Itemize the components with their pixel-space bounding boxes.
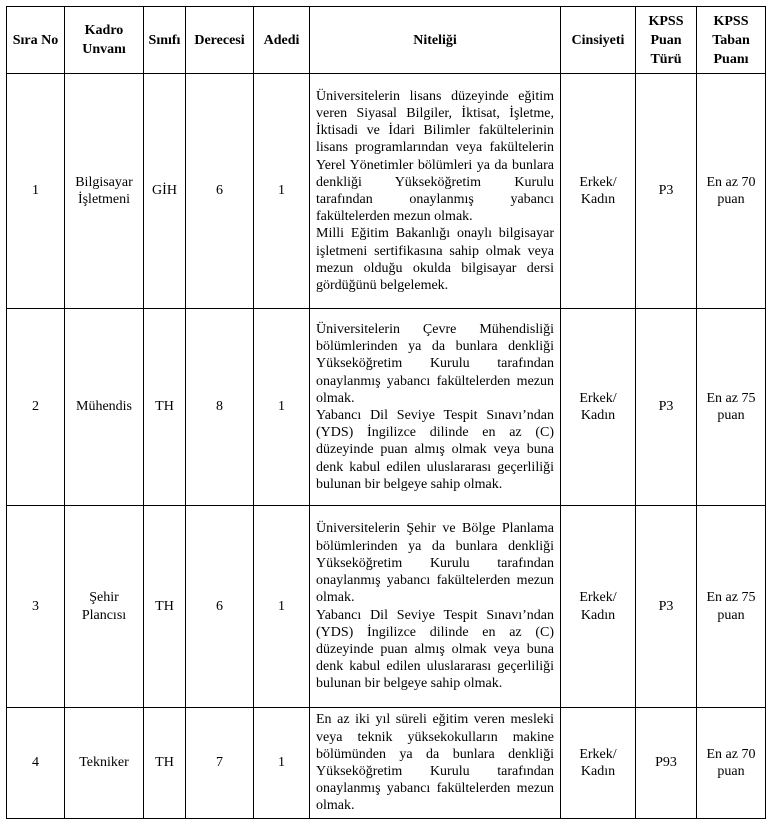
header-sinifi: Sınıfı: [144, 7, 186, 74]
cell-derecesi: 8: [186, 309, 254, 506]
header-adedi: Adedi: [254, 7, 310, 74]
cell-kadro-unvani: Mühendis: [65, 309, 144, 506]
cell-sira-no: 2: [7, 309, 65, 506]
header-derecesi: Derecesi: [186, 7, 254, 74]
cell-sinifi: GİH: [144, 74, 186, 309]
niteligi-paragraph: Milli Eğitim Bakanlığı onaylı bilgisayar işletmeni sertifikasına sahip olmak veya mezun olduğu okulda bilgisayar dersi gördüğünü belgelemek.: [316, 226, 554, 294]
cell-adedi: 1: [254, 309, 310, 506]
cell-cinsiyeti: Erkek/ Kadın: [561, 506, 636, 708]
cell-sira-no: 3: [7, 506, 65, 708]
cell-sinifi: TH: [144, 708, 186, 819]
cell-cinsiyeti: Erkek/ Kadın: [561, 74, 636, 309]
cell-derecesi: 7: [186, 708, 254, 819]
cell-kadro-unvani: Tekniker: [65, 708, 144, 819]
cell-cinsiyeti: Erkek/ Kadın: [561, 708, 636, 819]
header-niteligi: Niteliği: [310, 7, 561, 74]
cell-derecesi: 6: [186, 74, 254, 309]
niteligi-paragraph: Üniversitelerin lisans düzeyinde eğitim veren Siyasal Bilgiler, İktisat, İşletme, İktisadi ve İdari Bilimler fakültelerinin lisans programlarından veya fakültelerin Yerel Yönetimler bölümleri ya da bunlara denkliği Yükseköğretim Kurulu tarafından onaylanmış yabancı fakültelerden mezun olmak.: [316, 88, 554, 225]
cell-sinifi: TH: [144, 506, 186, 708]
niteligi-paragraph: Yabancı Dil Seviye Tespit Sınavı’ndan (YDS) İngilizce dilinde en az (C) düzeyinde puan almış olmak veya buna denk kabul edilen uluslararası geçerliliği bulunan bir belgeye sahip olmak.: [316, 607, 554, 692]
niteligi-paragraph: Üniversitelerin Şehir ve Bölge Planlama bölümlerinden ya da bunlara denkliği Yükseköğretim Kurulu tarafından onaylanmış yabancı fakültelerden mezun olmak.: [316, 521, 554, 606]
header-sira-no: Sıra No: [7, 7, 65, 74]
header-puan-turu: KPSS Puan Türü: [636, 7, 697, 74]
cell-taban-puani: En az 75 puan: [697, 309, 766, 506]
header-cinsiyeti: Cinsiyeti: [561, 7, 636, 74]
cell-niteligi: [310, 74, 561, 309]
table-row: [7, 506, 766, 708]
header-kadro-unvani: Kadro Unvanı: [65, 7, 144, 74]
cell-puan-turu: P3: [636, 309, 697, 506]
cell-sira-no: 1: [7, 74, 65, 309]
cell-kadro-unvani: Bilgisayar İşletmeni: [65, 74, 144, 309]
cell-adedi: 1: [254, 74, 310, 309]
cell-sira-no: 4: [7, 708, 65, 819]
cell-puan-turu: P3: [636, 74, 697, 309]
cell-kadro-unvani: Şehir Plancısı: [65, 506, 144, 708]
cell-puan-turu: P3: [636, 506, 697, 708]
table-row: [7, 309, 766, 506]
cell-derecesi: 6: [186, 506, 254, 708]
header-row: [7, 7, 766, 74]
cell-niteligi: [310, 309, 561, 506]
kadro-table: [6, 6, 766, 819]
cell-taban-puani: En az 70 puan: [697, 708, 766, 819]
niteligi-paragraph: Üniversitelerin Çevre Mühendisliği bölümlerinden ya da bunlara denkliği Yükseköğretim Kurulu tarafından onaylanmış yabancı fakültelerden mezun olmak.: [316, 321, 554, 406]
cell-niteligi: [310, 708, 561, 819]
niteligi-paragraph: Yabancı Dil Seviye Tespit Sınavı’ndan (YDS) İngilizce dilinde en az (C) düzeyinde puan almış olmak veya buna denk kabul edilen uluslararası geçerliliği bulunan bir belgeye sahip olmak.: [316, 408, 554, 492]
cell-taban-puani: En az 75 puan: [697, 506, 766, 708]
header-taban-puani: KPSS Taban Puanı: [697, 7, 766, 74]
cell-niteligi: [310, 506, 561, 708]
cell-cinsiyeti: Erkek/ Kadın: [561, 309, 636, 506]
cell-adedi: 1: [254, 506, 310, 708]
cell-sinifi: TH: [144, 309, 186, 506]
cell-puan-turu: P93: [636, 708, 697, 819]
niteligi-paragraph: En az iki yıl süreli eğitim veren mesleki veya teknik yüksekokulların makine bölümünden ya da bunlara denkliği Yükseköğretim Kurulu tarafından onaylanmış yabancı fakültelerden mezun olmak.: [316, 712, 554, 814]
table-row: [7, 708, 766, 819]
cell-taban-puani: En az 70 puan: [697, 74, 766, 309]
table-row: [7, 74, 766, 309]
cell-adedi: 1: [254, 708, 310, 819]
